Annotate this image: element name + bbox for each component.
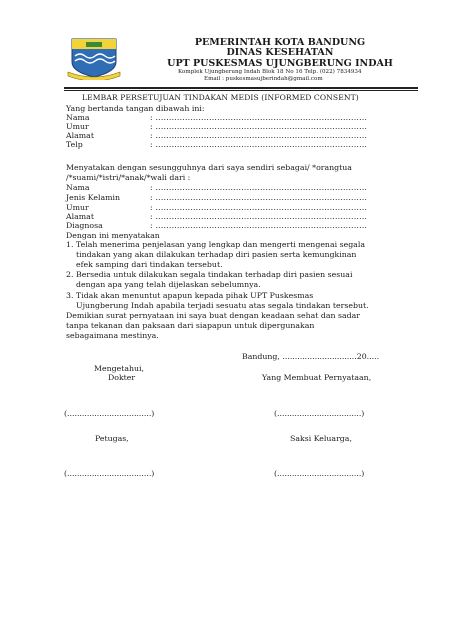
signer-phone-field[interactable]: : ...............................................................................	[150, 140, 368, 149]
witness-label: Saksi Keluarga,	[290, 434, 352, 443]
header-divider-thin	[64, 90, 418, 91]
declaration-heading: Dengan ini menyatakan	[66, 231, 160, 240]
statement-line-2: /*suami/*istri/*anak/*wali dari :	[66, 173, 191, 182]
letterhead-government: PEMERINTAH KOTA BANDUNG	[194, 37, 366, 48]
patient-diagnosis-field[interactable]: : ...............................................................................	[150, 221, 368, 230]
point-1-line-1: Telah menerima penjelasan yang lengkap dan mengerti mengenai segala	[76, 240, 365, 249]
doctor-label: Dokter	[108, 373, 136, 382]
intro-text: Yang bertanda tangan dibawah ini:	[66, 104, 205, 113]
signer-age-field[interactable]: : ...............................................................................	[150, 122, 368, 131]
letterhead-department: DINAS KESEHATAN	[226, 47, 334, 58]
bandung-city-logo	[66, 36, 122, 80]
point-1-line-2: tindakan yang akan dilakukan terhadap diri pasien serta kemungkinan	[76, 250, 357, 259]
place-date: Bandung, ..............................20.....	[242, 352, 380, 361]
signer-name-field[interactable]: : ...............................................................................	[150, 113, 368, 122]
patient-age-label: Umur	[66, 203, 89, 212]
point-3-line-2: Ujungberung Indah apabila terjadi sesuatu atas segala tindakan tersebut.	[76, 301, 369, 310]
witness-signature-blank[interactable]: (..................................)	[274, 469, 365, 478]
acknowledged-label: Mengetahui,	[94, 364, 145, 373]
document-title: LEMBAR PERSETUJUAN TINDAKAN MEDIS (INFORMED CONSENT)	[82, 93, 359, 102]
closing-line-1: Demikian surat pernyataan ini saya buat dengan keadaan sehat dan sadar	[66, 311, 361, 320]
point-2-line-2: dengan apa yang telah dijelaskan sebelumnya.	[76, 280, 261, 289]
letterhead-contact	[178, 69, 408, 83]
patient-name-field[interactable]: : ...............................................................................	[150, 183, 368, 192]
point-3-line-1: Tidak akan menuntut apapun kepada pihak UPT Puskesmas	[76, 291, 314, 300]
closing-line-2: tanpa tekanan dan paksaan dari siapapun untuk dipergunakan	[66, 321, 315, 330]
patient-sex-label: Jenis Kelamin	[66, 193, 121, 202]
letterhead-email: Email : puskesmasujberindah@gmail.com	[204, 76, 323, 82]
signer-phone-label: Telp	[66, 140, 83, 149]
patient-address-field[interactable]: : ...............................................................................	[150, 212, 368, 221]
patient-name-label: Nama	[66, 183, 90, 192]
patient-sex-field[interactable]: : ...............................................................................	[150, 193, 368, 202]
declarant-label: Yang Membuat Pernyataan,	[262, 373, 372, 382]
letterhead-clinic: UPT PUSKESMAS UJUNGBERUNG INDAH	[167, 58, 393, 69]
point-2-line-1: Bersedia untuk dilakukan segala tindakan terhadap diri pasien sesuai	[76, 270, 353, 279]
point-1-number: 1.	[66, 240, 74, 249]
point-2-number: 2.	[66, 270, 74, 279]
statement-line-1: Menyatakan dengan sesungguhnya dari saya sendiri sebagai/ *orangtua	[66, 163, 352, 172]
letterhead-address: Komplek Ujungberung Indah Blok 18 No 16 Telp. (022) 7834934	[178, 69, 362, 75]
officer-label: Petugas,	[95, 434, 129, 443]
patient-address-label: Alamat	[66, 212, 94, 221]
signer-name-label: Nama	[66, 113, 90, 122]
letterhead	[150, 38, 410, 69]
point-1-line-3: efek samping dari tindakan tersebut.	[76, 260, 223, 269]
patient-diagnosis-label: Diagnosa	[66, 221, 103, 230]
header-divider-thick	[64, 87, 418, 89]
officer-signature-blank[interactable]: (..................................)	[64, 469, 155, 478]
signer-address-label: Alamat	[66, 131, 94, 140]
signer-age-label: Umur	[66, 122, 89, 131]
patient-age-field[interactable]: : ...............................................................................	[150, 203, 368, 212]
declarant-signature-blank[interactable]: (..................................)	[274, 409, 365, 418]
doctor-signature-blank[interactable]: (..................................)	[64, 409, 155, 418]
signer-address-field[interactable]: : ...............................................................................	[150, 131, 368, 140]
closing-line-3: sebagaimana mestinya.	[66, 331, 159, 340]
point-3-number: 3.	[66, 291, 74, 300]
